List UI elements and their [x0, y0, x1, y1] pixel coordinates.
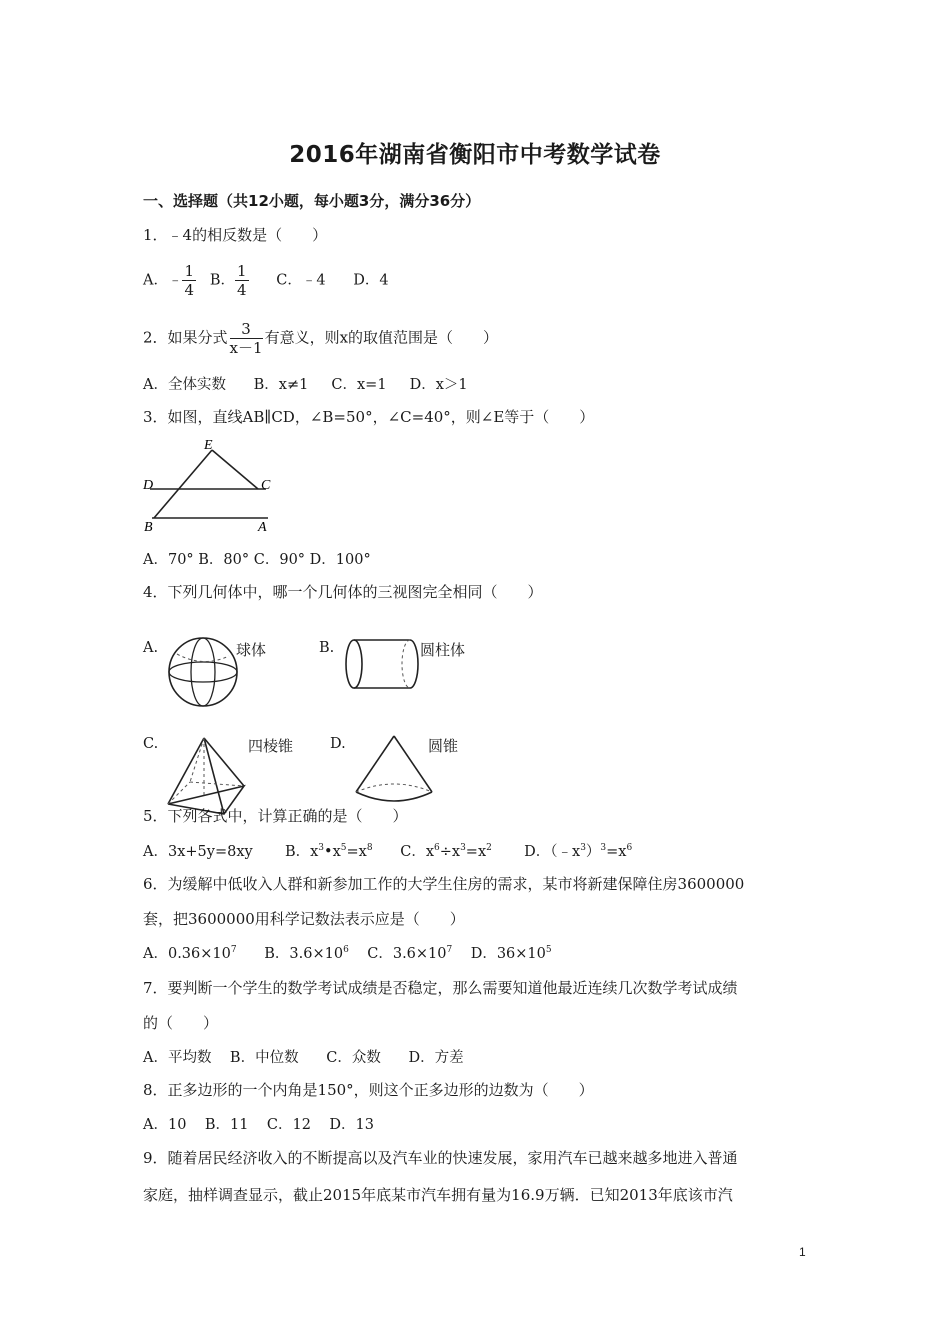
q6-d-exp: 5	[545, 945, 552, 955]
q5-b-mid: •x	[324, 844, 341, 860]
question-1-options	[143, 262, 389, 299]
page-number: 1	[799, 1245, 806, 1259]
q1-option-c: C．﹣4	[276, 272, 326, 289]
sphere-icon	[165, 634, 241, 710]
cone-icon	[352, 732, 438, 810]
q7-option-d: D．方差	[408, 1050, 464, 1066]
label-e: E	[204, 438, 213, 453]
q5-c-exp2: 3	[460, 843, 466, 853]
q4-option-c-label: C.	[143, 736, 159, 752]
q5-d-pre: D．（﹣x	[524, 844, 581, 860]
q1-option-d: D．4	[353, 272, 389, 289]
q2-option-a: A．全体实数	[143, 377, 226, 393]
label-c: C	[261, 478, 271, 493]
q5-b-pre: B．x	[284, 844, 319, 860]
q5-option-c	[400, 844, 492, 860]
question-7-options	[143, 1046, 464, 1067]
q6-option-c	[367, 946, 452, 962]
q5-b-exp1: 3	[318, 843, 325, 853]
q6-option-d	[471, 946, 552, 962]
q6-b-exp: 6	[343, 945, 349, 955]
q8-option-c: C．12	[266, 1117, 311, 1133]
document-title: 2016年湖南省衡阳市中考数学试卷	[289, 142, 661, 168]
question-6-line-2: 套，把3600000用科学记数法表示应是（ ）	[143, 910, 465, 928]
q5-d-exp1: 3	[580, 843, 586, 853]
q4-option-d-label: D.	[330, 736, 346, 752]
question-8-options	[143, 1113, 374, 1134]
q5-d-exp3: 6	[626, 843, 633, 853]
q4-option-a-name: 球体	[236, 641, 267, 659]
q1-a-denominator: 4	[184, 281, 195, 299]
cylinder-icon	[342, 636, 422, 692]
segment-ec	[212, 450, 258, 489]
q2-numerator: 3	[230, 320, 263, 339]
parallel-lines-figure	[140, 432, 280, 534]
question-5-stem: 5．下列各式中，计算正确的是（ ）	[143, 807, 408, 825]
q2-prefix: 2．如果分式	[143, 328, 228, 347]
q6-a-text: A．0.36×10	[143, 946, 231, 962]
q6-d-text: D．36×10	[470, 946, 546, 962]
section-heading: 一、选择题（共12小题，每小题3分，满分36分）	[143, 192, 481, 210]
q6-c-exp: 7	[446, 945, 453, 955]
question-5-options	[143, 840, 632, 861]
q5-b-exp2: 5	[340, 843, 347, 853]
q6-a-exp: 7	[230, 945, 237, 955]
q5-c-exp3: 2	[486, 843, 492, 853]
q8-option-a: A．10	[143, 1117, 187, 1133]
question-2-options	[143, 373, 468, 394]
q4-option-b-name: 圆柱体	[420, 641, 466, 659]
label-b: B	[144, 520, 153, 534]
q2-option-d: D．x＞1	[409, 377, 468, 393]
question-3-stem: 3．如图，直线AB∥CD，∠B=50°，∠C=40°，则∠E等于（ ）	[143, 408, 595, 426]
q4-option-a-label: A.	[143, 640, 159, 656]
q5-c-mid: ÷x	[439, 844, 461, 860]
question-8-stem: 8．正多边形的一个内角是150°，则这个正多边形的边数为（ ）	[143, 1081, 594, 1099]
question-1-stem: 1．﹣4的相反数是（ ）	[143, 226, 328, 244]
q5-b-exp3: 8	[366, 843, 373, 853]
label-d: D	[143, 478, 154, 493]
question-7-line-2: 的（ ）	[143, 1014, 219, 1032]
question-9-line-1: 9．随着居民经济收入的不断提高以及汽车业的快速发展，家用汽车已越来越多地进入普通	[143, 1149, 738, 1167]
q6-c-text: C．3.6×10	[367, 946, 447, 962]
question-6-options	[143, 942, 552, 963]
q2-suffix: 有意义，则x的取值范围是（ ）	[264, 328, 499, 347]
question-4-stem: 4．下列几何体中，哪一个几何体的三视图完全相同（ ）	[143, 583, 543, 601]
q5-b-post: =x	[346, 844, 367, 860]
q5-c-post: =x	[465, 844, 487, 860]
q1-b-numerator: 1	[237, 262, 247, 280]
q2-fraction	[230, 320, 263, 357]
question-2-stem	[143, 320, 498, 357]
q4-option-d-name: 圆锥	[428, 737, 459, 755]
q7-option-a: A．平均数	[143, 1050, 212, 1066]
q8-option-d: D．13	[329, 1117, 374, 1133]
question-3-options: A．70° B．80° C．90° D．100°	[143, 552, 371, 568]
q5-c-pre: C．x	[400, 844, 434, 860]
q6-option-b	[264, 946, 349, 962]
q5-d-post: =x	[606, 844, 627, 860]
q1-b-denominator: 4	[237, 281, 247, 299]
q2-option-c: C．x=1	[331, 377, 387, 393]
q1-option-b-fraction	[235, 262, 249, 299]
q1-option-a-label: A．﹣	[143, 272, 183, 289]
q5-c-exp1: 6	[434, 843, 440, 853]
q5-d-exp2: 3	[600, 843, 607, 853]
q5-option-a: A．3x+5y=8xy	[143, 844, 253, 860]
question-9-line-2: 家庭，抽样调查显示，截止2015年底某市汽车拥有量为16.9万辆．已知2013年底该市汽	[143, 1186, 733, 1204]
label-a: A	[258, 520, 267, 534]
q1-option-b-label: B．	[209, 272, 236, 289]
q1-option-a-fraction	[182, 262, 196, 299]
q2-option-b: B．x≠1	[253, 377, 309, 393]
q2-denominator: x－1	[229, 339, 263, 357]
q6-option-a	[143, 946, 237, 962]
q4-option-b-label: B.	[319, 640, 335, 656]
q7-option-c: C．众数	[326, 1050, 381, 1066]
q7-option-b: B．中位数	[229, 1050, 299, 1066]
segment-be	[154, 450, 212, 518]
q4-option-c-name: 四棱锥	[248, 737, 294, 755]
q6-b-text: B．3.6×10	[264, 946, 344, 962]
q5-d-mid: ）	[585, 844, 601, 860]
q8-option-b: B．11	[204, 1117, 249, 1133]
q5-option-b	[285, 844, 373, 860]
q5-option-d	[524, 844, 632, 860]
question-7-line-1: 7．要判断一个学生的数学考试成绩是否稳定，那么需要知道他最近连续几次数学考试成绩	[143, 979, 738, 997]
q1-a-numerator: 1	[184, 262, 195, 280]
question-6-line-1: 6．为缓解中低收入人群和新参加工作的大学生住房的需求，某市将新建保障住房3600000	[143, 875, 745, 893]
